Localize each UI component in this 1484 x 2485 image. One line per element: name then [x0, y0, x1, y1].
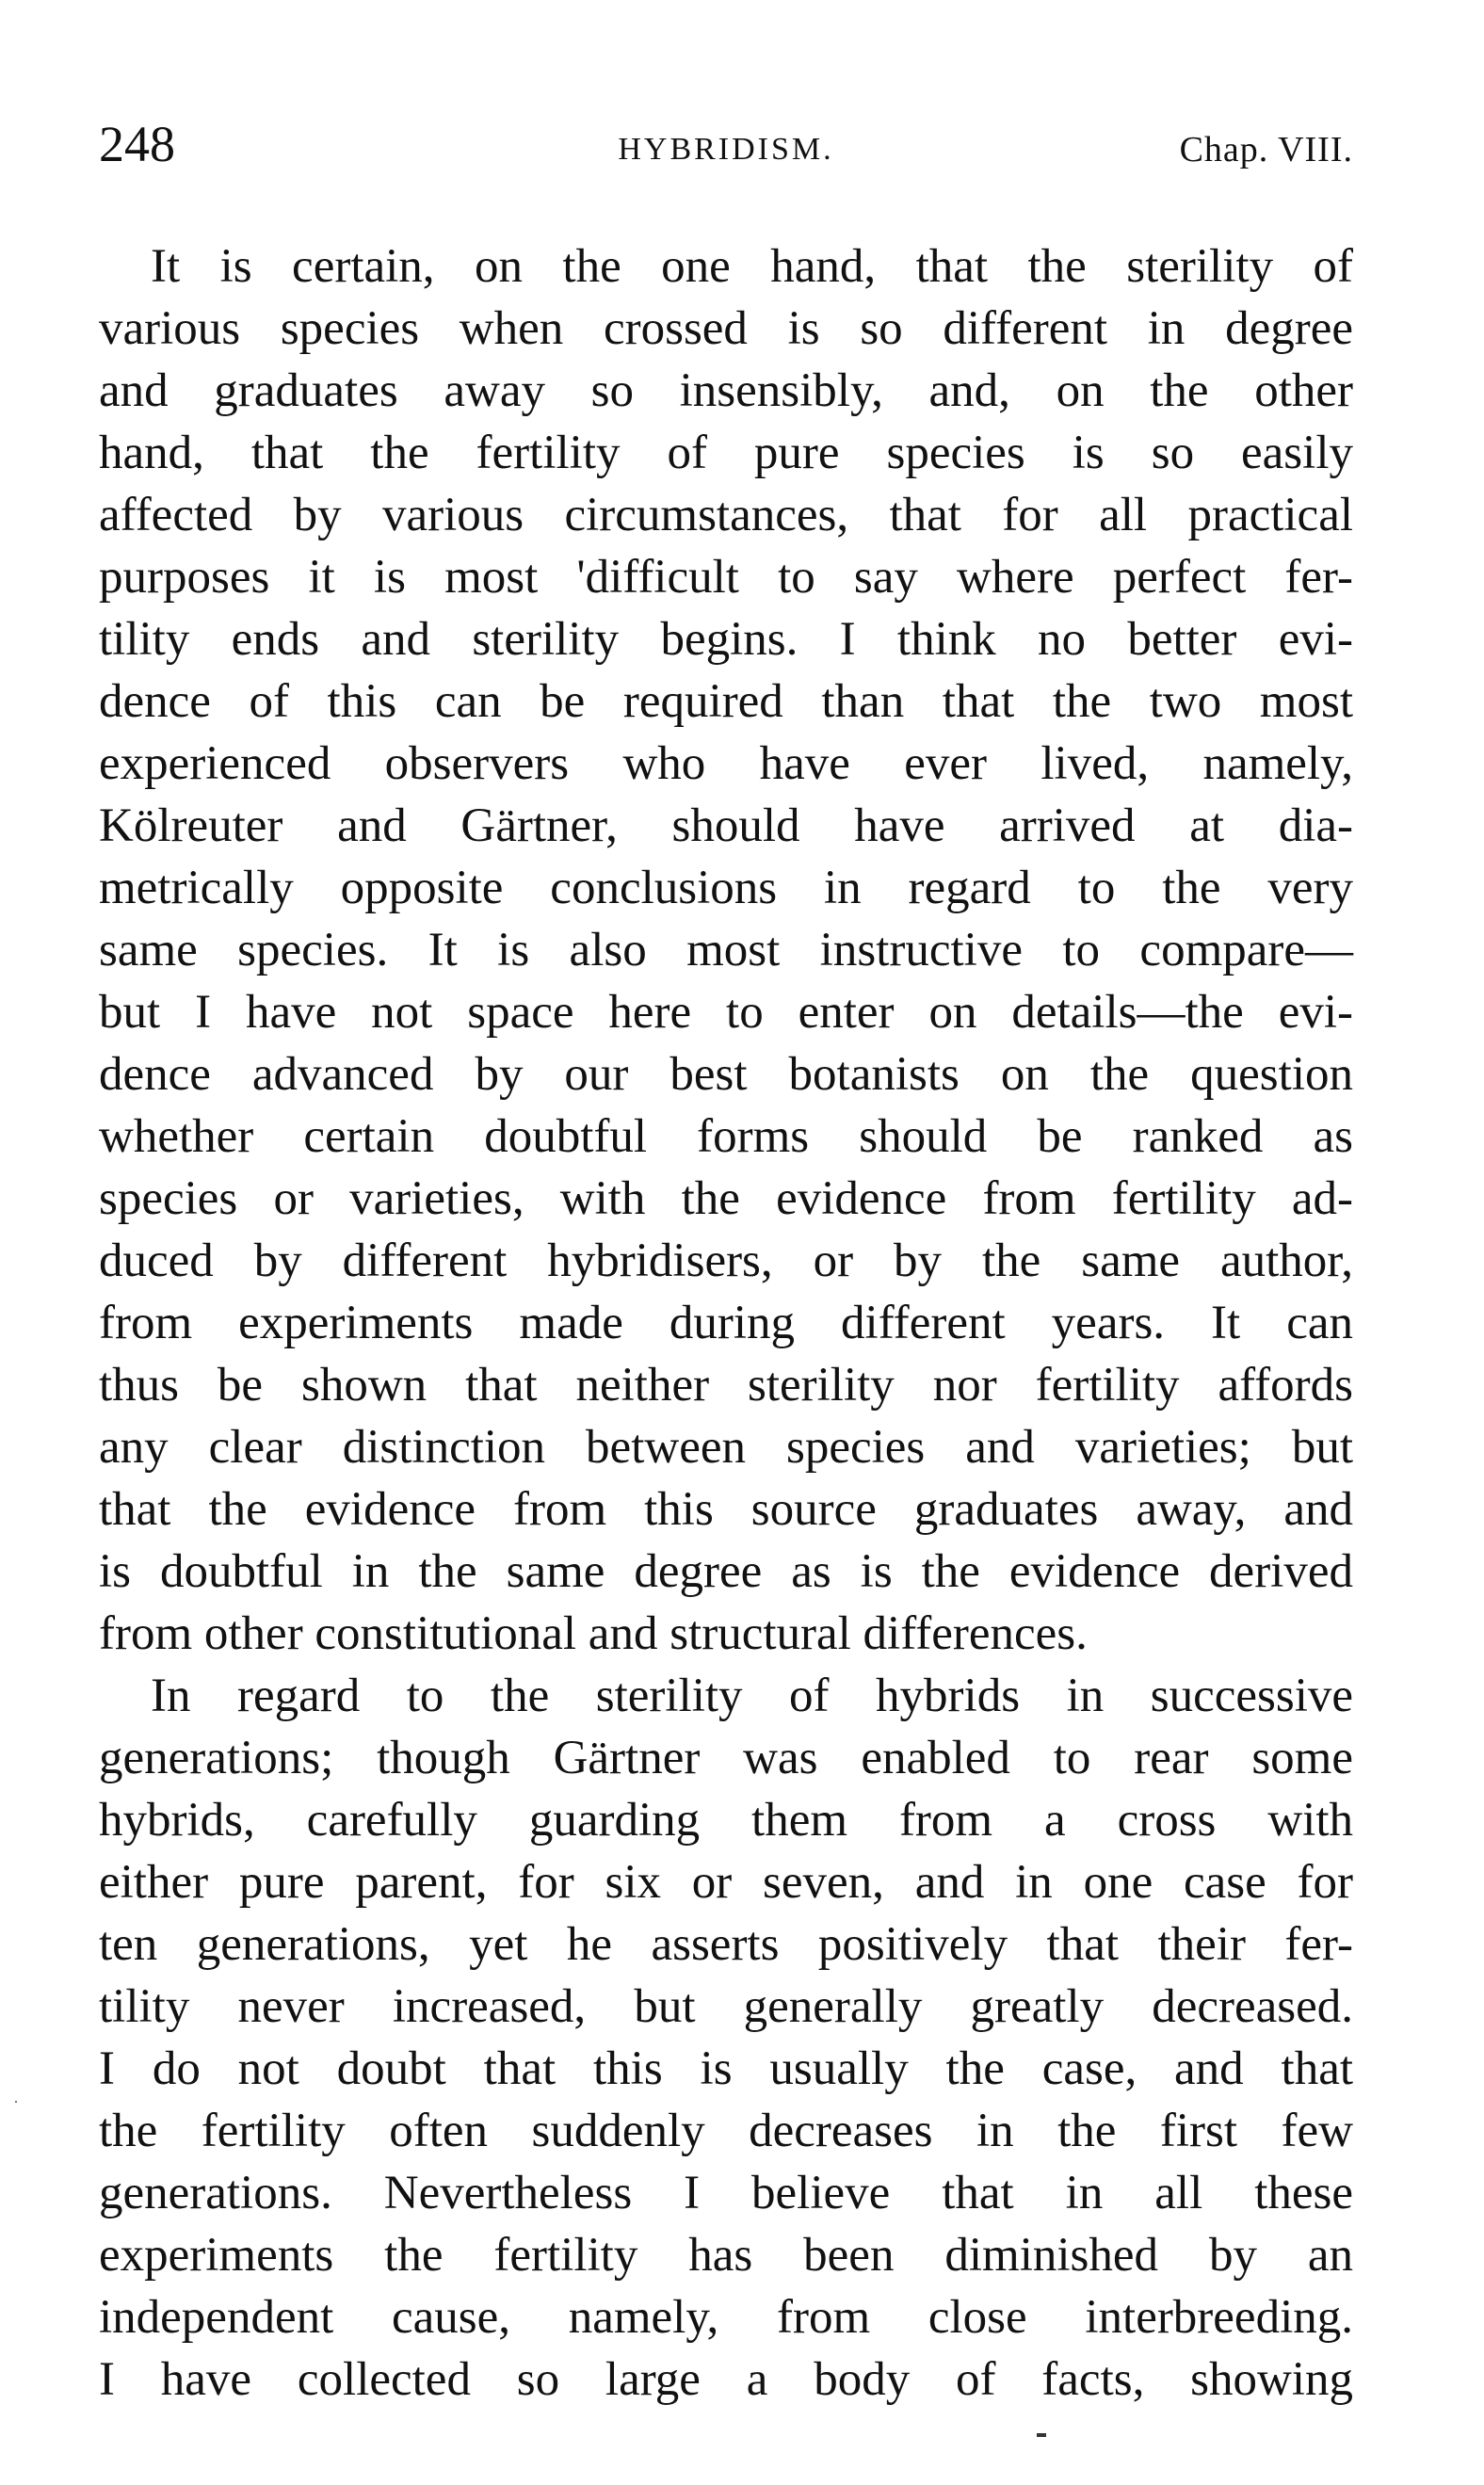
text-line: from other constitutional and structural differences.	[99, 1607, 1088, 1660]
text-line: is doubtful in the same degree as is the evidence derived	[99, 1545, 1353, 1598]
text-line: generations. Nevertheless I believe that in all these	[99, 2167, 1353, 2219]
text-line: It is certain, on the one hand, that the sterility of	[151, 240, 1353, 293]
margin-speck	[15, 2101, 17, 2103]
text-line: affected by various circumstances, that for all practical	[99, 489, 1353, 541]
paragraph-1	[99, 235, 1353, 1665]
text-line: from experiments made during different years. It can	[99, 1297, 1353, 1349]
text-line: various species when crossed is so different in degree	[99, 302, 1353, 355]
text-line: ten generations, yet he asserts positively that their fer-	[99, 1918, 1353, 1971]
text-line: dence advanced by our best botanists on the question	[99, 1048, 1353, 1101]
text-line: either pure parent, for six or seven, and in one case for	[99, 1856, 1353, 1909]
text-line: experiments the fertility has been diminished by an	[99, 2229, 1353, 2282]
text-line: any clear distinction between species and varieties; but	[99, 1421, 1353, 1474]
text-line: the fertility often suddenly decreases in the first few	[99, 2105, 1353, 2157]
text-line: same species. It is also most instructive to compare—	[99, 924, 1353, 976]
text-line: dence of this can be required than that the two most	[99, 675, 1353, 728]
chapter-label: Chap. VIII.	[1179, 130, 1353, 169]
text-line: whether certain doubtful forms should be ranked as	[99, 1110, 1353, 1163]
text-line: that the evidence from this source graduates away, and	[99, 1483, 1353, 1536]
page-number: 248	[99, 116, 175, 172]
text-line: Kölreuter and Gärtner, should have arrived at dia-	[99, 799, 1353, 852]
text-line: metrically opposite conclusions in regard to the very	[99, 862, 1353, 914]
body-text	[99, 235, 1353, 2411]
text-line: hand, that the fertility of pure species is so easily	[99, 427, 1353, 479]
text-line: generations; though Gärtner was enabled to rear some	[99, 1732, 1353, 1784]
text-line: independent cause, namely, from close interbreeding.	[99, 2291, 1353, 2344]
text-line: duced by different hybridisers, or by the same author,	[99, 1234, 1353, 1287]
text-line: and graduates away so insensibly, and, on the other	[99, 364, 1353, 417]
text-line: hybrids, carefully guarding them from a cross with	[99, 1794, 1353, 1847]
text-line: tility never increased, but generally greatly decreased.	[99, 1980, 1353, 2033]
text-line: purposes it is most 'difficult to say where perfect fer-	[99, 551, 1353, 604]
chapter-title: HYBRIDISM.	[618, 132, 834, 167]
running-head	[99, 111, 1353, 177]
text-line: thus be shown that neither sterility nor fertility affords	[99, 1359, 1353, 1412]
text-line: In regard to the sterility of hybrids in successive	[151, 1670, 1353, 1722]
text-line: tility ends and sterility begins. I think no better evi-	[99, 613, 1353, 666]
paragraph-2	[99, 1665, 1353, 2411]
text-line: experienced observers who have ever lived, namely,	[99, 737, 1353, 790]
text-line: I do not doubt that this is usually the case, and that	[99, 2042, 1353, 2095]
text-line: but I have not space here to enter on details—the evi-	[99, 986, 1353, 1039]
ink-blot	[1037, 2433, 1046, 2437]
text-line: species or varieties, with the evidence from fertility ad-	[99, 1172, 1353, 1225]
text-line: I have collected so large a body of facts, showing	[99, 2353, 1353, 2406]
